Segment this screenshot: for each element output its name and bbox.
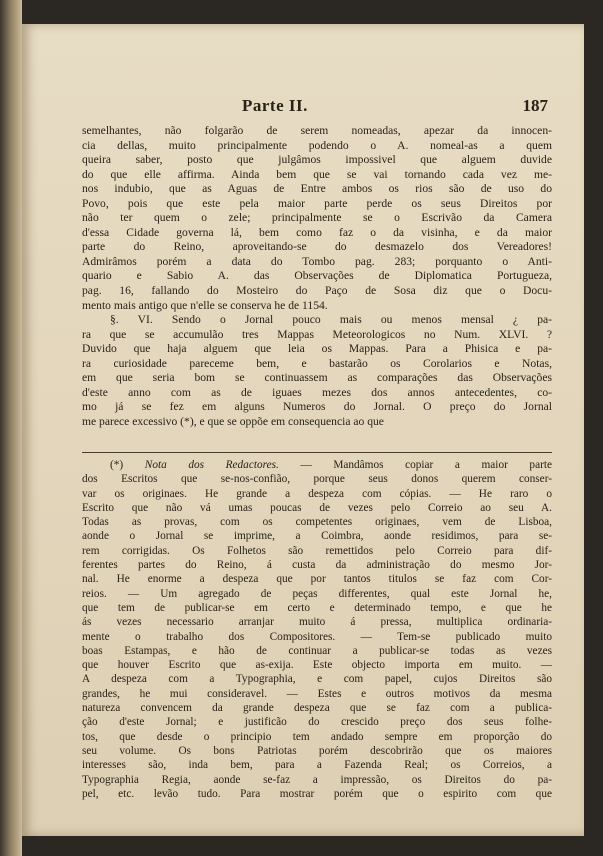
text-line: em que seria bom se continuassem as comparações das Observações xyxy=(82,371,552,385)
main-text xyxy=(82,124,552,429)
footnote-line: A despeza com a Typographia, e com papel, cujos Direitos são xyxy=(82,673,552,686)
footnote-line: tos, que desde o principio tem andado sempre em proporção do xyxy=(82,730,552,743)
footnote-line: natureza convencem da grande despeza que se faz com a publica- xyxy=(82,702,552,715)
footnote-line: seu volume. Os bons Patriotas porém descobrirão que os maiores xyxy=(82,744,552,757)
footnote-line: var os originaes. He grande a despeza com cópias. — He raro o xyxy=(82,487,552,500)
text-line: ra curiosidade pareceme bem, e bastarão os Corolarios e Notas, xyxy=(82,356,552,370)
text-line: parte do Reino, aproveitando-se do desmazelo dos Vereadores! xyxy=(82,240,552,254)
footnote-line: ferentes partes do Reino, á custa da administração do mesmo Jor- xyxy=(82,559,552,572)
text-line: semelhantes, não folgarão de serem nomeadas, apezar da innocen- xyxy=(82,124,552,137)
book-page xyxy=(22,24,584,836)
page-number: 187 xyxy=(522,96,548,115)
text-line: d'essa Cidade governa lá, bem como faz o da visinha, e da maior xyxy=(82,225,552,239)
footnote-line: aonde o Jornal se imprime, a Coimbra, aonde residimos, para se- xyxy=(82,530,552,543)
adjacent-page-edge xyxy=(0,0,22,856)
text-line: Povo, pois que este pela maior parte perde os seus Direitos por xyxy=(82,196,552,210)
footnote-line: interesses são, inda bem, para a Fazenda Real; os Correios, a xyxy=(82,759,552,772)
footnote-line: Todas as provas, com os competentes originaes, vem de Lisboa, xyxy=(82,516,552,529)
text-line: queira saber, posto que julgâmos impossivel que alguem duvide xyxy=(82,153,552,167)
text-line: não ter quem o zele; principalmente se o Escrivão da Camera xyxy=(82,211,552,225)
footnote-line: nal. He enorme a despeza que por tantos titulos se faz com Cor- xyxy=(82,573,552,586)
page-header xyxy=(22,96,584,122)
footnote-line: mente o trabalho dos Compositores. — Tem-se publicado muito xyxy=(82,630,552,643)
footnote-line: reios. — Um agregado de peças differentes, qual este Jornal he, xyxy=(82,587,552,600)
footnote-line: rem corrigidas. Os Folhetos são remettidos pelo Correio para dif- xyxy=(82,544,552,557)
footnote-line: que houver Escrito que as-exija. Este objecto importa em muito. — xyxy=(82,659,552,672)
footnote-line: grandes, he mui consideravel. — Estes e outros motivos da mesma xyxy=(82,687,552,700)
footnote-separator xyxy=(82,452,552,453)
running-head: Parte II. xyxy=(242,96,308,115)
text-line: §. VI. Sendo o Jornal pouco mais ou menos mensal ¿ pa- xyxy=(110,313,552,327)
text-line: mento mais antigo que n'elle se conserva he de 1154. xyxy=(82,298,328,312)
text-line: pag. 16, fallando do Mosteiro do Paço de Sosa diz que o Docu- xyxy=(82,284,552,298)
text-line: cia dellas, muito principalmente podendo o A. nomeal-as a quem xyxy=(82,138,552,152)
footnote-line: dos Escritos que se-nos-confião, porque seus donos querem conser- xyxy=(82,473,552,486)
footnote-line: que tem de publicar-se em certo e determinado tempo, e que he xyxy=(82,601,552,614)
footnote xyxy=(82,458,552,801)
text-line: Admirâmos porém a data do Tombo pag. 283; porquanto o Anti- xyxy=(82,254,552,268)
text-line: do que elle affirma. Ainda bem que se vai tornando cada vez me- xyxy=(82,167,552,181)
text-line: me parece excessivo (*), e que se oppõe em consequencia ao que xyxy=(82,414,384,428)
footnote-marker: (*) xyxy=(110,459,124,471)
text-line: d'este anno com as de iguaes mezes dos annos antecedentes, co- xyxy=(82,385,552,399)
footnote-line: Typographia Regia, aonde se-faz a impressão, os Direitos do pa- xyxy=(82,773,552,786)
text-line: quario e Sabio A. das Observações de Diplomatica Portugueza, xyxy=(82,269,552,283)
text-line: nos indubio, que as Aguas de Entre ambos os rios são de uso do xyxy=(82,182,552,196)
footnote-line: Escrito que não vá umas poucas de vezes pelo Correio ao seu A. xyxy=(82,501,552,514)
text-line: ra que se accumulão tres Mappas Meteorologicos no Num. XLVI. ? xyxy=(82,327,552,341)
footnote-line: pel, etc. levão tudo. Para mostrar porém que o espirito com que xyxy=(82,787,552,800)
footnote-first-line-text: — Mandâmos copiar a maior parte xyxy=(300,459,552,471)
footnote-line: ção d'este Jornal; e justificão do crescido preço dos seus folhe- xyxy=(82,716,552,729)
footnote-body xyxy=(82,472,552,801)
footnote-first-line xyxy=(82,458,552,472)
footnote-line: ás vezes necessario arranjar muito á pressa, multiplica ordinaria- xyxy=(82,616,552,629)
text-line: mo já se fez em alguns Numeros do Jornal. O preço do Jornal xyxy=(82,400,552,414)
footnote-attribution: Nota dos Redactores. xyxy=(144,459,279,471)
text-line: Duvido que haja alguem que leia os Mappas. Para a Phisica e pa- xyxy=(82,342,552,356)
footnote-line: boas Estampas, e hão de continuar a publicar-se todas as vezes xyxy=(82,644,552,657)
